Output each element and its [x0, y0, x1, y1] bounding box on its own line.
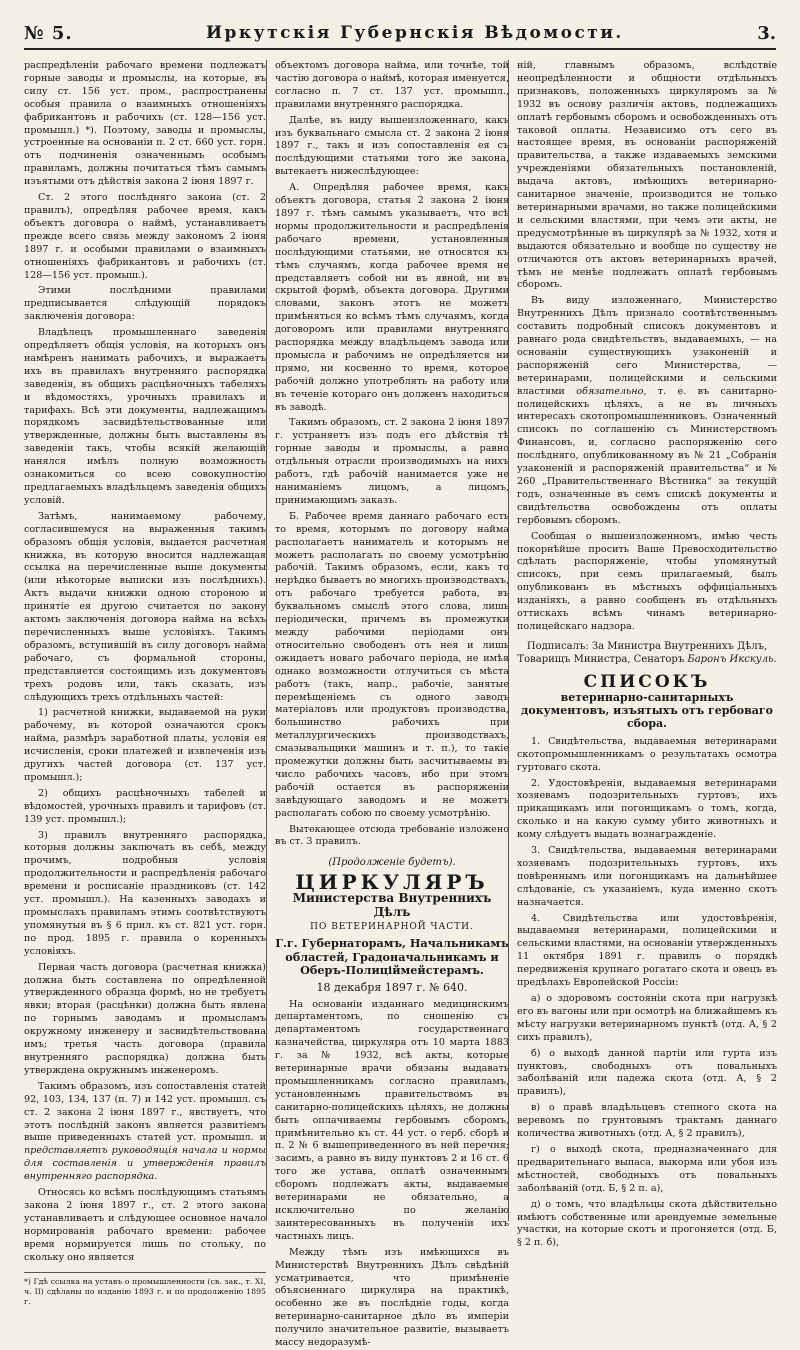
signature-line: Подписалъ: За Министра Внутреннихъ Дѣлъ,	[526, 640, 768, 652]
list-item: 1. Свидѣтельства, выдаваемыя ветеринарами скотопромышленникамъ о результатахъ осмотра гуртоваго скота.	[517, 735, 777, 773]
paragraph: Затѣмъ, нанимаемому рабочему, согласившемуся на выраженныя такимъ образомъ общія условія, выдается расчетная книжка, въ которую вносится надлежащая ссылка на перечисленные выше документы (или нѣкоторые выписки изъ послѣднихъ). Актъ выдачи книжки одною стороною и принятіе ея другою считается по закону актомъ заключенія договора найма на всѣхъ перечисленныхъ выше условіяхъ. Такимъ образомъ, вступившій въ силу договоръ найма рабочаго, съ формальной стороны, представляется состоящимъ изъ документовъ трехъ родовъ или, такъ сказать, изъ слѣдующихъ трехъ отдѣльныхъ частей:	[24, 510, 266, 703]
circular-department: ПО ВЕТЕРИНАРНОЙ ЧАСТИ.	[310, 922, 474, 933]
paragraph: ній, главнымъ образомъ, вслѣдствіе неопредѣленности и общности отдѣльныхъ признаковъ, положенныхъ циркуляромъ за № 1932 въ основу различія актовъ, подлежащихъ оплатѣ гербовымъ сборомъ и освобожденныхъ отъ таковой оплаты. Независимо отъ сего въ настоящее время, въ основаніи распоряженій правительства, а также издаваемыхъ земскими учрежденіями обязательныхъ постановленій, выдача актовъ, имѣющихъ ветеринарно-санитарное значеніе, производится не только ветеринарными врачами, но также полицейскими и сельскими властями, при чемъ эти акты, не предусмотрѣнные въ циркулярѣ за № 1932, хотя и выдаются обязательно и вообще по существу не отличаются отъ актовъ ветеринарныхъ врачей, тѣмъ не менѣе подлежатъ оплатѣ гербовымъ сборомъ.	[517, 60, 777, 291]
paragraph: Далѣе, въ виду вышеизложеннаго, какъ изъ буквальнаго смысла ст. 2 закона 2 іюня 1897 г., такъ и изъ сопоставленія ея съ послѣдующими статьями того же закона, вытекаетъ нижеслѣдующее:	[275, 114, 509, 178]
list-title: СПИСОКЪ	[583, 671, 711, 692]
signature-block	[517, 640, 777, 666]
circular-date: 18 декабря 1897 г. № 640.	[316, 980, 468, 994]
list-subitem: в) о правѣ владѣльцевъ степного скота на веревомъ по грунтовымъ трактамъ даннаго количества животныхъ (отд. А, § 2 правилъ),	[517, 1102, 777, 1140]
emphasis-text: представляетъ руководящія начала и нормы для составленія и утвержденія правилъ внутренняго распорядка.	[24, 1145, 266, 1183]
list-subitem: г) о выходѣ скота, предназначеннаго для предварительнаго выпаса, выкорма или убоя изъ мѣстностей, свободныхъ отъ повальныхъ заболѣваній (отд. Б, § 2 п. а),	[517, 1143, 777, 1194]
column-2	[266, 60, 509, 1349]
list-subitem: д) о томъ, что владѣльцы скота дѣйствительно имѣютъ собственные или арендуемые земельные участки, на которые скотъ и прогоняется (отд. Б, § 2 п. б),	[517, 1198, 777, 1249]
column-1	[24, 60, 266, 1307]
paragraph: Сообщая о вышеизложенномъ, имѣю честь покорнѣйше просить Ваше Превосходительство сдѣлать распоряженіе, чтобы упомянутый списокъ, при семъ прилагаемый, былъ опубликованъ въ мѣстныхъ оффиціальныхъ изданіяхъ, а равно сообщенъ въ отдѣльныхъ оттискахъ всѣмъ чинамъ ветеринарно-полицейскаго надзора.	[517, 530, 777, 632]
emphasis-text: обязательно,	[576, 385, 647, 397]
paragraph: Вытекающее отсюда требованіе изложено въ ст. 3 правилъ.	[275, 823, 509, 848]
paragraph: Владѣлецъ промышленнаго заведенія опредѣляетъ общія условія, на которыхъ онъ намѣренъ нанимать рабочихъ, и выражаетъ ихъ въ правилахъ внутренняго распорядка заведенія, въ общихъ расцѣночныхъ табеляхъ и вѣдомостяхъ, урочныхъ правилахъ и тарифахъ. Всѣ эти документы, надлежащимъ порядкомъ засвидѣтельствованные или утвержденные, должны быть выставлены въ заведеніи такъ, чтобы всякій желающій нанялся имѣлъ полную возможность ознакомиться со всею совокупностію предлагаемыхъ владѣльцемъ заведенія общихъ условій.	[24, 327, 266, 506]
paragraph: Между тѣмъ изъ имѣющихся въ Министерствѣ Внутреннихъ Дѣлъ свѣдѣній усматривается, что примѣненіе объясненнаго циркуляра на практикѣ, особенно же въ послѣдніе годы, когда ветеринарно-санитарное дѣло въ имперіи получило значительное развитіе, вызываетъ массу недоразумѣ-	[275, 1246, 509, 1349]
list-subtitle: ветеринарно-санитарныхъ документовъ, изъятыхъ отъ гербоваго сбора.	[521, 690, 773, 730]
paragraph: Относясь ко всѣмъ послѣдующимъ статьямъ закона 2 іюня 1897 г., ст. 2 этого закона устанавливаетъ и слѣдующее основное начало нормированія рабочаго времени: рабочее время нормируется лишь по стольку, по скольку оно является	[24, 1187, 266, 1263]
circular-title: ЦИРКУЛЯРЪ	[295, 870, 489, 895]
paragraph: А. Опредѣляя рабочее время, какъ объектъ договора, статья 2 закона 2 іюня 1897 г. тѣмъ самымъ указываетъ, что всѣ нормы продолжительности и распредѣленія рабочаго времени, установленныя послѣдующими статьями, не относятся къ тѣмъ случаямъ, когда рабочее время не представляетъ собой ни въ явной, ни въ скрытой формѣ, объекта договора. Другими словами, законъ этотъ не можетъ примѣняться ко всѣмъ тѣмъ случаямъ, когда договоромъ или правилами внутренняго распорядка между владѣльцемъ завода или промысла и рабочимъ не опредѣляется ни прямо, ни косвенно то время, которое рабочій должно употреблять на работу или въ теченіе котораго онъ долженъ находиться въ заводѣ.	[275, 182, 509, 413]
paragraph-text: Такимъ образомъ, изъ сопоставленія статей 92, 103, 134, 137 (п. 7) и 142 уст. промышл. съ ст. 2 закона 2 іюня 1897 г., явствуетъ, что этотъ послѣдній законъ является развитіемъ выше приведенныхъ статей уст. промышл. и	[24, 1080, 266, 1144]
paragraph: Первая часть договора (расчетная книжка) должна быть составлена по опредѣленной утвержденного образца формѣ, но не требуетъ явки; вторая (расцѣнки) должна быть явлена по горнымъ заводамъ и промысламъ окружному инженеру и засвидѣтельствована имъ; третья часть договора (правила внутренняго распорядка) должна быть утверждена окружнымъ инженеромъ.	[24, 961, 266, 1076]
list-item: 4. Свидѣтельства или удостовѣренія, выдаваемыя ветеринарами, полицейскими и сельскими властями, на основаніи утвержденныхъ 11 октября 1891 г. правилъ о порядкѣ передвиженія крупнаго рогатаго скота и овецъ въ предѣлахъ Европейской Россіи:	[517, 912, 777, 989]
paragraph: Такимъ образомъ, ст. 2 закона 2 іюня 1897 г. устраняетъ изъ подъ его дѣйствія тѣ горные заводы и промыслы, а равно отдѣльныя отрасли производимыхъ на нихъ работъ, гдѣ рабочій нанимается уже не наниманіемъ лицомъ, а лицомъ, принимающимъ заказъ.	[275, 417, 509, 506]
circular-ministry: Министерства Внутреннихъ Дѣлъ	[292, 891, 492, 920]
issue-number: № 5.	[24, 22, 73, 44]
list-subitem: б) о выходѣ данной партіи или гурта изъ пунктовъ, свободныхъ отъ повальныхъ заболѣваній или падежа скота (отд. А, § 2 правилъ),	[517, 1047, 777, 1098]
list-item: 2. Удостовѣренія, выдаваемыя ветеринарами хозяевамъ подозрительныхъ гуртовъ, ихъ прикащикамъ или погонщикамъ о томъ, когда, сколько и на какую сумму убито животныхъ и кому слѣдуетъ выдать вознагражденіе.	[517, 777, 777, 841]
continued-note: (Продолженіе будетъ).	[328, 857, 456, 869]
column-3	[508, 60, 778, 1249]
circular-addressees: Г.г. Губернаторамъ, Начальникамъ областей, Градоначальникамъ и Оберъ-Полиціймейстерамъ.	[275, 936, 509, 978]
paragraph: 2) общихъ расцѣночныхъ табелей и вѣдомостей, урочныхъ правилъ и тарифовъ (ст. 139 уст. промышл.);	[24, 787, 266, 825]
footnote: *) Гдѣ ссылка на уставъ о промышленности (св. зак., т. XI, ч. II) сдѣланы по изданію 1893 г. и по продолженію 1895 г.	[24, 1272, 266, 1307]
paragraph	[517, 295, 777, 527]
paragraph-text: Въ виду изложеннаго, Министерство Внутреннихъ Дѣлъ признало соотвѣтственнымъ составить подробный списокъ документовъ и равнаго рода свидѣтельствъ, выдаваемыхъ, — на основаніи существующихъ узаконеній и распоряженій сего Министерства, — ветеринарами, полицейскими и сельскими властями	[517, 295, 777, 397]
paragraph: распредѣленіи рабочаго времени подлежатъ горные заводы и промыслы, на которые, въ силу ст. 156 уст. пром., распространены особыя правила о взаимныхъ отношеніяхъ фабрикантовъ и рабочихъ (ст. 128—156 уст. промышл.) *). Поэтому, заводы и промыслы, устроенные на основаніи п. 2 ст. 660 уст. горн. отъ подчиненія означеннымъ особымъ правиламъ, должны почитаться тѣмъ самымъ изъятыми отъ дѣйствія закона 2 іюня 1897 г.	[24, 60, 266, 188]
paragraph-text: т. е. въ санитарно-полицейскихъ цѣляхъ, а не въ личныхъ интересахъ скотопромышленниковъ. Означенный списокъ по соглашенію съ Министерствомъ Финансовъ, и, согласно распоряженію сего послѣдняго, опубликованному въ № 21 „Собранія узаконеній и распоряженій правительства“ и № 260 „Правительственнаго Вѣстника“ за текущій годъ, означенные въ семъ спискѣ документы и свидѣтельства освобождены отъ оплаты гербовымъ сборомъ.	[517, 385, 778, 526]
paragraph: На основаніи изданнаго медицинскимъ департаментомъ, по сношенію съ департаментомъ государственнаго казначейства, циркуляра отъ 10 марта 1883 г. за № 1932, всѣ акты, которые ветеринарные врачи обязаны выдавать промышленникамъ согласно правиламъ, установленнымъ правительствомъ въ санитарно-полицейскихъ цѣляхъ, не должны быть оплачиваемы гербовымъ сборомъ, примѣнительно къ ст. 44 уст. о герб. сборѣ и п. 2 № 6 вышеприведенного въ ней перечня; засимъ, а равно въ виду пунктовъ 2 и 16 ст. 6 того же устава, оплатѣ означеннымъ сборомъ подлежатъ акты, выдаваемые ветеринарами не обязательно, а исключительно по желанію заинтересованныхъ въ полученіи ихъ частныхъ лицъ.	[275, 998, 509, 1242]
newspaper-title: Иркутскія Губернскія Вѣдомости.	[205, 23, 624, 43]
paragraph	[24, 1081, 266, 1184]
signature-role: Товарищъ Министра, Сенаторъ	[517, 653, 688, 665]
list-subitem: а) о здоровомъ состояніи скота при нагрузкѣ его въ вагоны или при осмотрѣ на ближайшемъ къ мѣсту нагрузки ветеринарномъ пунктѣ (отд. А, § 2 сихъ правилъ),	[517, 993, 777, 1043]
paragraph: 3) правилъ внутренняго распорядка, которыя должны заключать въ себѣ, между прочимъ, подробныя условія продолжительности и распредѣленія рабочаго времени и росписаніе праздниковъ (ст. 142 уст. промышл.). На казенныхъ заводахъ и промыслахъ правиламъ этимъ соотвѣтствуютъ упомянутыя въ § 6 прил. къ ст. 821 уст. горн. по прод. 1895 г. правила о коренныхъ условіяхъ.	[24, 829, 266, 957]
signature-line	[517, 653, 777, 666]
page-number: 3.	[757, 22, 776, 44]
newspaper-header	[24, 18, 776, 50]
list-item: 3. Свидѣтельства, выдаваемыя ветеринарами хозяевамъ подозрительныхъ гуртовъ, ихъ повѣреннымъ или погонщикамъ на дальнѣйшее слѣдованіе, съ указаніемъ, куда именно скотъ назначается.	[517, 845, 777, 908]
signer-name: Баронъ Икскуль.	[687, 653, 777, 665]
paragraph: 1) расчетной книжки, выдаваемой на руки рабочему, въ которой означаются срокъ найма, размѣръ заработной платы, условія ея исчисленія, сроки платежей и извлеченія изъ другихъ частей договора (ст. 137 уст. промышл.);	[24, 707, 266, 783]
paragraph: Б. Рабочее время даннаго рабочаго есть то время, которымъ по договору найма располагаетъ наниматель и которымъ не можетъ располагать по своему усмотрѣнію рабочій. Такимъ образомъ, если, какъ то нерѣдко бываетъ во многихъ производствахъ, отъ рабочаго требуется работа, въ буквальномъ смыслѣ этого слова, лишь періодически, причемъ въ промежутки между рабочими періодами онъ относительно свободенъ отъ нея и лишь ожидаетъ новаго рабочаго періода, не имѣя однако возможности отлучиться съ мѣста работъ (такъ, напр., рабочіе, занятые перемѣщеніемъ съ одного заводъ матеріаловъ или продуктовъ производства, большинство рабочихъ при металлургическихъ производствахъ, смазывальщики машинъ и т. п.), то такіе промежутки должны быть засчитываемы въ число рабочихъ часовъ, ибо при этомъ рабочій остается въ распоряженіи завѣдующаго заводомъ и не можетъ располагать собою по своему усмотрѣнію.	[275, 510, 509, 819]
paragraph: Этими послѣдними правилами предписывается слѣдующій порядокъ заключенія договора:	[24, 285, 266, 323]
paragraph: объектомъ договора найма, или точнѣе, той частію договора о наймѣ, которая именуется, согласно п. 7 ст. 137 уст. промышл., правилами внутренняго распорядка.	[275, 60, 509, 110]
paragraph: Ст. 2 этого послѣдняго закона (ст. 2 правилъ), опредѣляя рабочее время, какъ объектъ договора о наймѣ, устанавливаетъ прежде всего связь между закономъ 2 іюня 1897 г. и особыми правилами о взаимныхъ отношеніяхъ фабрикантовъ и рабочихъ (ст. 128—156 уст. промыш.).	[24, 192, 266, 281]
